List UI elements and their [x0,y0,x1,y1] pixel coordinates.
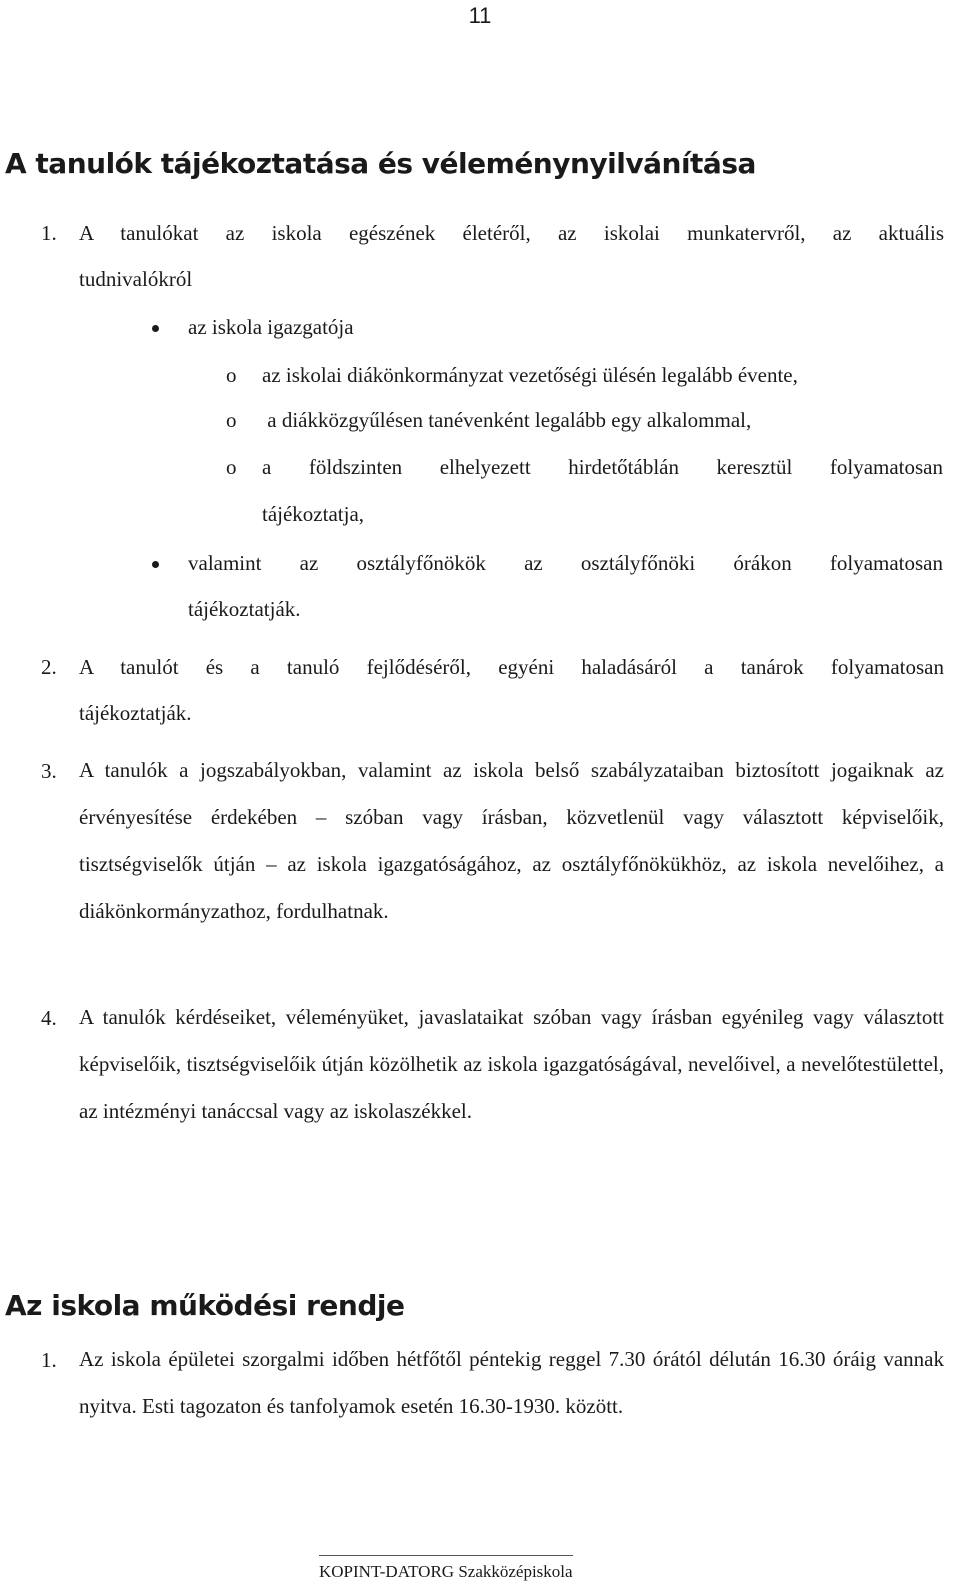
bullet-icon [152,325,159,332]
paragraph: Az iskola épületei szorgalmi időben hétfőtől péntekig reggel 7.30 órától délután 16.30 óráig vannak nyitva. Esti tagozaton és tanfolyamok esetén 16.30-1930. között. [79,1347,944,1418]
footer: KOPINT-DATORG Szakközépiskola [319,1555,573,1584]
section-heading-information: A tanulók tájékoztatása és véleménynyilvánítása [5,147,756,180]
sub-bullet-item: a földszinten elhelyezett hirdetőtáblán keresztül folyamatosan [262,455,943,479]
paragraph-line: A tanulót és a tanuló fejlődéséről, egyéni haladásáról a tanárok folyamatosan [79,655,944,679]
page-number: 11 [468,3,492,28]
circle-bullet-icon: o [226,455,237,479]
list-number: 1. [41,1348,57,1372]
circle-bullet-icon: o [226,363,237,387]
sub-bullet-item: az iskolai diákönkormányzat vezetőségi ülésén legalább évente, [262,363,798,387]
paragraph: A tanulók kérdéseiket, véleményüket, javaslataikat szóban vagy írásban egyénileg vagy választott képviselőik, tisztségviselőik útján közölhetik az iskola igazgatóságával, nevelőivel, a nevelőtestülettel, az intézményi tanáccsal vagy az iskolaszékkel. [79,1005,944,1123]
paragraph: A tanulók a jogszabályokban, valamint az iskola belső szabályzataiban biztosított jogaiknak az érvényesítése érdekében – szóban vagy írásban, közvetlenül vagy választott képviselőik, tisztségviselők útján – az iskola igazgatóságához, az osztályfőnökükhöz, az iskola nevelőihez, a diákönkormányzathoz, fordulhatnak. [79,758,944,923]
list-number: 3. [41,759,57,783]
bullet-item: tájékoztatják. [188,597,301,621]
bullet-icon [152,561,159,568]
bullet-item: valamint az osztályfőnökök az osztályfőnöki órákon folyamatosan [188,551,943,575]
paragraph-line: A tanulókat az iskola egészének életéről, az iskolai munkatervről, az aktuális [79,221,944,245]
list-number: 2. [41,655,57,679]
bullet-item: az iskola igazgatója [188,315,354,339]
sub-bullet-item: a diákközgyűlésen tanévenként legalább egy alkalommal, [262,408,752,432]
list-number: 1. [41,221,57,245]
circle-bullet-icon: o [226,408,237,432]
paragraph-line: tájékoztatják. [79,701,192,725]
paragraph-line: tudnivalókról [79,267,193,291]
sub-bullet-item: tájékoztatja, [262,502,365,526]
list-number: 4. [41,1006,57,1030]
section-heading-operating-rules: Az iskola működési rendje [5,1289,405,1322]
